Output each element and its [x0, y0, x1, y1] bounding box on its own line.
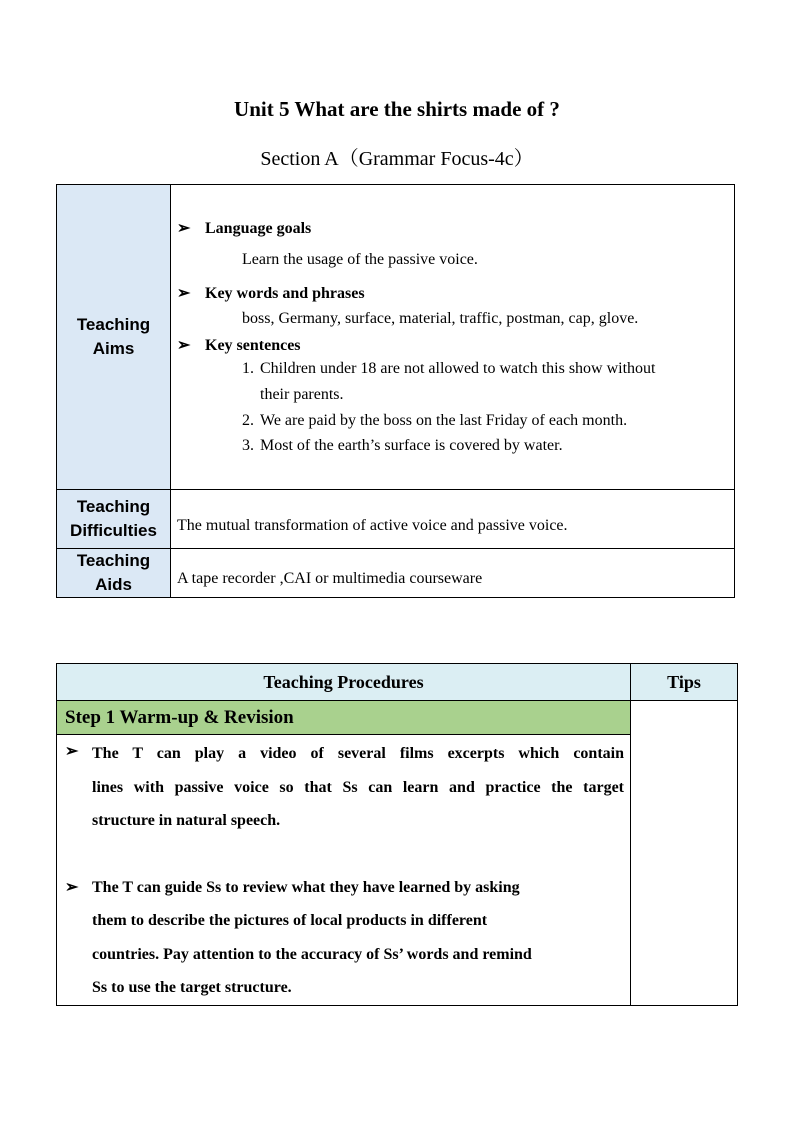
label-line: Aids: [95, 575, 132, 594]
bullet-line: The T can guide Ss to review what they have learned by asking: [92, 878, 520, 896]
document-title: Unit 5 What are the shirts made of ?: [234, 97, 560, 121]
bullet-line: countries. Pay attention to the accuracy of Ss’ words and remind: [92, 945, 532, 963]
step-1-body: [57, 735, 631, 1006]
sentence-number: 2.: [242, 412, 254, 429]
label-line: Difficulties: [70, 521, 157, 540]
aids-text: A tape recorder ,CAI or multimedia courseware: [177, 570, 483, 587]
document-subtitle: Section A（Grammar Focus-4c）: [260, 148, 534, 170]
bullet-line: Ss to use the target structure.: [92, 979, 292, 996]
heading-text: Key sentences: [205, 337, 301, 354]
step-row: [57, 701, 738, 735]
key-words-heading: [177, 283, 365, 303]
difficulties-text: The mutual transformation of active voice and passive voice.: [177, 517, 568, 534]
teaching-aims-row: [57, 185, 735, 490]
teaching-aims-label: [57, 185, 171, 490]
label-line: Teaching: [76, 315, 151, 334]
tips-header: Tips: [631, 664, 738, 701]
teaching-aims-table: [56, 184, 735, 598]
teaching-difficulties-content: [171, 490, 735, 549]
heading-text: Key words and phrases: [205, 285, 365, 302]
key-sentence-1-continued: their parents.: [260, 386, 344, 403]
step-1-bullet-1: [57, 735, 630, 838]
procedures-header-row: [57, 664, 738, 701]
label-line: Teaching: [76, 497, 151, 516]
step-1-bullet-2: [57, 871, 630, 1005]
teaching-aims-content: [171, 185, 735, 490]
key-sentences-heading: [177, 335, 301, 355]
bullet-line: them to describe the pictures of local products in different: [92, 912, 488, 929]
teaching-procedures-table: [56, 663, 738, 1006]
language-goals-text: Learn the usage of the passive voice.: [242, 251, 478, 268]
sentence-number: 3.: [242, 437, 254, 454]
arrowhead-bullet-icon: ➢: [177, 285, 191, 302]
key-sentence-3: Most of the earth’s surface is covered by water.: [260, 437, 563, 454]
teaching-difficulties-label: [57, 490, 171, 549]
arrowhead-bullet-icon: ➢: [65, 878, 79, 896]
bullet-line: lines with passive voice so that Ss can learn and practice the target: [92, 778, 624, 796]
arrowhead-bullet-icon: ➢: [65, 743, 79, 760]
label-line: Teaching: [76, 551, 151, 570]
arrowhead-bullet-icon: ➢: [177, 220, 191, 237]
teaching-difficulties-row: [57, 490, 735, 549]
teaching-aids-row: [57, 549, 735, 598]
label-line: Aims: [92, 339, 135, 358]
key-sentence-1: Children under 18 are not allowed to watch this show without: [260, 360, 656, 377]
heading-text: Language goals: [205, 220, 312, 237]
step-1-title: Step 1 Warm-up & Revision: [57, 701, 631, 735]
key-words-text: boss, Germany, surface, material, traffic, postman, cap, glove.: [242, 310, 639, 327]
sentence-number: 1.: [242, 360, 254, 377]
language-goals-heading: [177, 218, 311, 238]
arrowhead-bullet-icon: ➢: [177, 337, 191, 354]
bullet-line: The T can play a video of several films excerpts which contain: [92, 745, 624, 762]
bullet-line: structure in natural speech.: [92, 812, 281, 829]
teaching-procedures-header: Teaching Procedures: [57, 664, 631, 701]
teaching-aids-content: [171, 549, 735, 598]
teaching-aids-label: [57, 549, 171, 598]
tips-cell: [631, 701, 738, 1006]
key-sentence-2: We are paid by the boss on the last Friday of each month.: [260, 412, 628, 429]
